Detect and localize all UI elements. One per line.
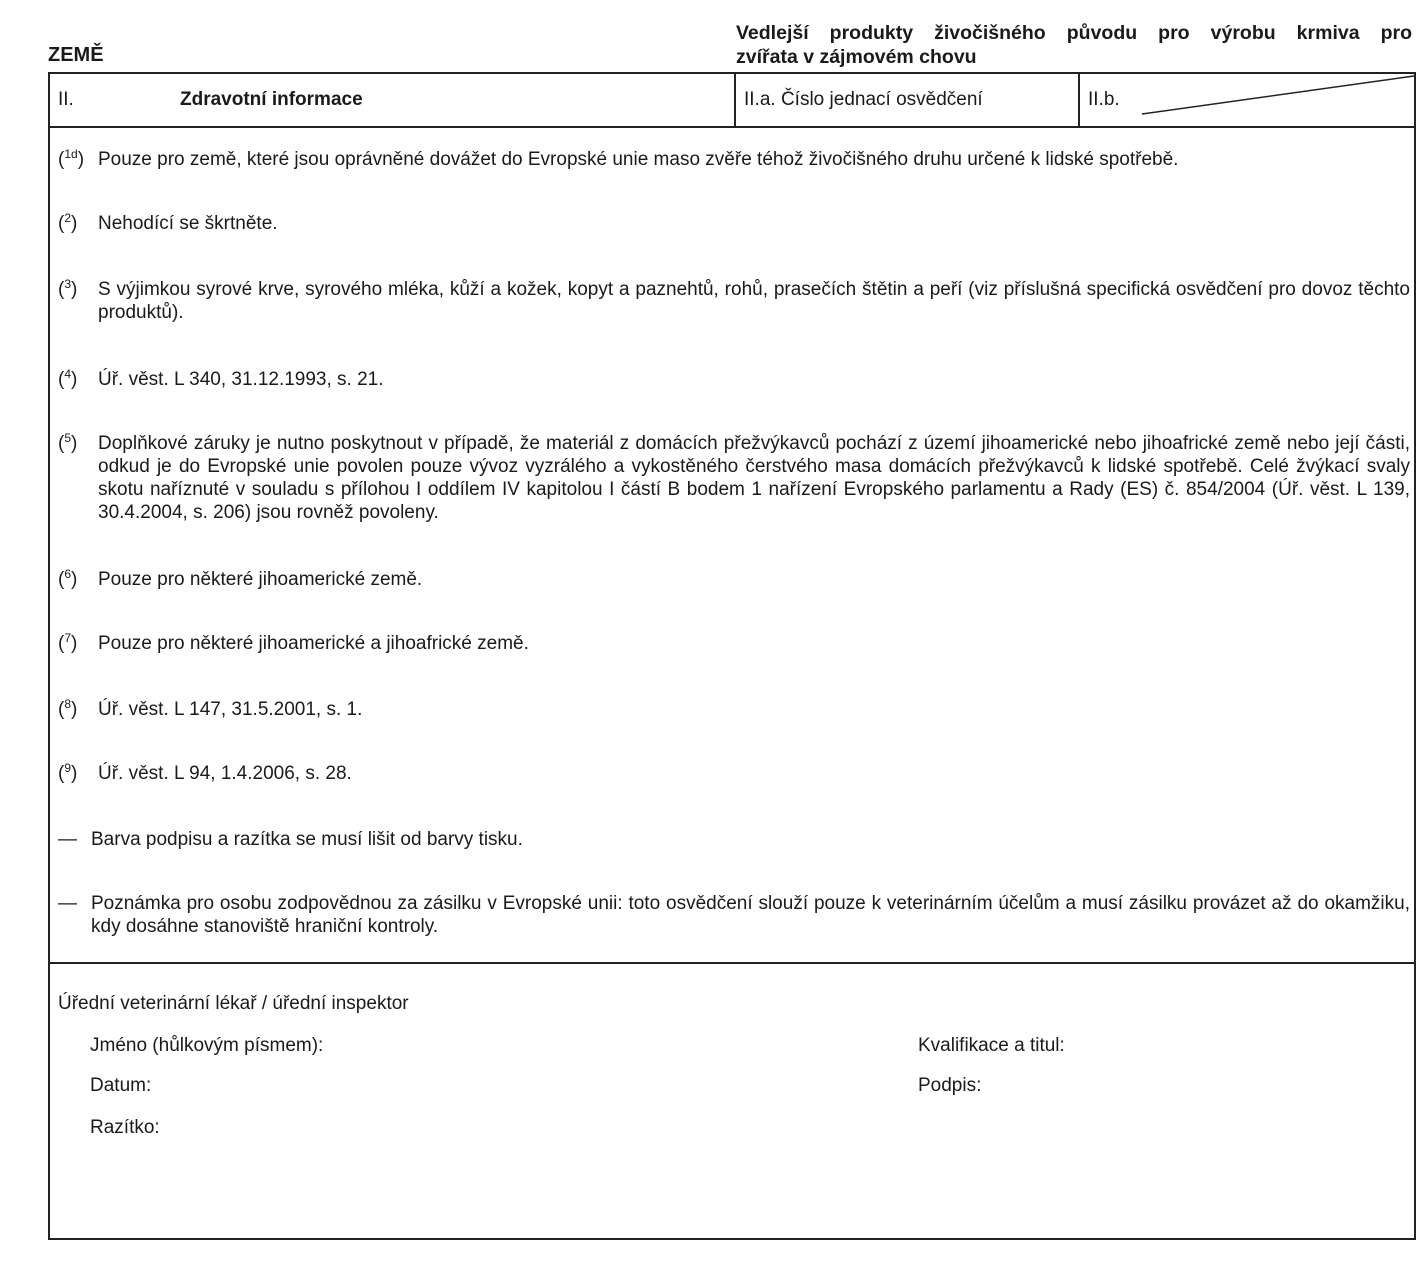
- footnote-text: Úř. věst. L 147, 31.5.2001, s. 1.: [98, 699, 363, 720]
- footnote-text: Pouze pro některé jihoamerické a jihoafrické země.: [98, 633, 529, 654]
- footnote-text: Nehodící se škrtněte.: [98, 213, 278, 234]
- date-label: Datum:: [90, 1075, 152, 1096]
- footnote-marker: 2: [64, 211, 72, 225]
- footnote: ($^6$) Pouze pro některé jihoamerické země.: [58, 568, 1410, 591]
- footnote: ($^8$) Úř. věst. L 147, 31.5.2001, s. 1.: [58, 698, 1410, 721]
- footnote: ($^3$) S výjimkou syrové krve, syrového mléka, kůží a kožek, kopyt a paznehtů, rohů, prasečích štětin a peří (viz příslušná specifická osvědčení pro dovoz těchto produktů).: [58, 277, 1410, 323]
- dash-marker: —: [58, 893, 77, 914]
- dash-marker: —: [58, 829, 77, 850]
- footnote-text: Pouze pro země, které jsou oprávněné dovážet do Evropské unie maso zvěře téhož živočišného druhu určené k lidské spotřebě.: [98, 149, 1179, 170]
- section-header-row: [50, 74, 1414, 128]
- footnote-marker: 5: [64, 431, 72, 445]
- footnote-text: Doplňkové záruky je nutno poskytnout v případě, že materiál z domácích přežvýkavců pochází z území jihoamerické nebo jihoafrické země nebo její části, odkud je do Evropské unie povolen pouze vývoz vyzrálého a vykostěného čerstvého masa domácích přežvýkavců k lidské spotřebě. Celé žvýkací svaly skotu naříznuté v souladu s přílohou I oddílem IV kapitolou I částí B bodem 1 nařízení Evropského parlamentu a Rady (ES) č. 854/2004 (Úř. věst. L 139, 30.4.2004, s. 206) jsou rovněž povoleny.: [98, 433, 1410, 523]
- reference-number-label: II.a. Číslo jednací osvědčení: [744, 89, 983, 110]
- strike-line: [1080, 74, 1416, 126]
- signature-heading: Úřední veterinární lékař / úřední inspektor: [58, 993, 409, 1014]
- section-iib-cell: [1080, 74, 1416, 126]
- certificate-frame: [48, 72, 1416, 1240]
- footnote-text: Úř. věst. L 340, 31.12.1993, s. 21.: [98, 369, 384, 390]
- document-title-line-1: Vedlejší produkty živočišného původu pro výrobu krmiva pro: [736, 22, 1412, 44]
- footnote: ($^9$) Úř. věst. L 94, 1.4.2006, s. 28.: [58, 762, 1410, 785]
- footnote-text: Úř. věst. L 94, 1.4.2006, s. 28.: [98, 763, 352, 784]
- name-label: Jméno (hůlkovým písmem):: [90, 1035, 324, 1056]
- signature-label: Podpis:: [918, 1075, 982, 1096]
- qualification-label: Kvalifikace a titul:: [918, 1035, 1065, 1056]
- footnote-marker: 9: [64, 761, 72, 775]
- dash-note-text: Poznámka pro osobu zodpovědnou za zásilku v Evropské unii: toto osvědčení slouží pouze k veterinárním účelům a musí zásilku provázet až do okamžiku, kdy dosáhne stanoviště hraniční kontroly.: [91, 893, 1410, 937]
- footnote-text: S výjimkou syrové krve, syrového mléka, kůží a kožek, kopyt a paznehtů, rohů, prasečích štětin a peří (viz příslušná specifická osvědčení pro dovoz těchto produktů).: [98, 279, 1410, 323]
- document-title-line-2: zvířata v zájmovém chovu: [736, 46, 977, 68]
- section-title-cell: [50, 74, 736, 126]
- section-title: Zdravotní informace: [180, 89, 363, 110]
- footnote-marker: 3: [64, 277, 72, 291]
- document-title: [736, 21, 1412, 69]
- footnote: ($^5$) Doplňkové záruky je nutno poskytnout v případě, že materiál z domácích přežvýkavců pochází z území jihoamerické nebo jihoafrické země nebo její části, odkud je do Evropské unie povolen pouze vývoz vyzrálého a vykostěného čerstvého masa domácích přežvýkavců k lidské spotřebě. Celé žvýkací svaly skotu naříznuté v souladu s přílohou I oddílem IV kapitolou I částí B bodem 1 nařízení Evropského parlamentu a Rady (ES) č. 854/2004 (Úř. věst. L 139, 30.4.2004, s. 206) jsou rovněž povoleny.: [58, 431, 1410, 523]
- footnote-marker: 6: [64, 567, 72, 581]
- footnote-marker: 8: [64, 697, 72, 711]
- section-iib-label: II.b.: [1088, 89, 1120, 110]
- footnote: ($^7$) Pouze pro některé jihoamerické a jihoafrické země.: [58, 632, 1410, 655]
- dash-note: [58, 892, 1410, 938]
- footnote: ($^4$) Úř. věst. L 340, 31.12.1993, s. 21.: [58, 368, 1410, 391]
- footnote: ($^2$) Nehodící se škrtněte.: [58, 212, 1410, 235]
- footnote-marker: 7: [64, 631, 72, 645]
- dash-note: [58, 828, 1410, 851]
- footnote-text: Pouze pro některé jihoamerické země.: [98, 569, 423, 590]
- footnote-marker: 1d: [64, 147, 78, 161]
- footnote-marker: 4: [64, 367, 72, 381]
- footnotes: [50, 126, 1414, 964]
- footnote: ($^{1d}$) Pouze pro země, které jsou oprávněné dovážet do Evropské unie maso zvěře téhož živočišného druhu určené k lidské spotřebě.: [58, 148, 1410, 171]
- stamp-label: Razítko:: [90, 1117, 160, 1138]
- dash-note-text: Barva podpisu a razítka se musí lišit od barvy tisku.: [91, 829, 523, 850]
- section-number: II.: [58, 89, 74, 110]
- reference-number-cell: [736, 74, 1080, 126]
- country-label: ZEMĚ: [48, 44, 104, 66]
